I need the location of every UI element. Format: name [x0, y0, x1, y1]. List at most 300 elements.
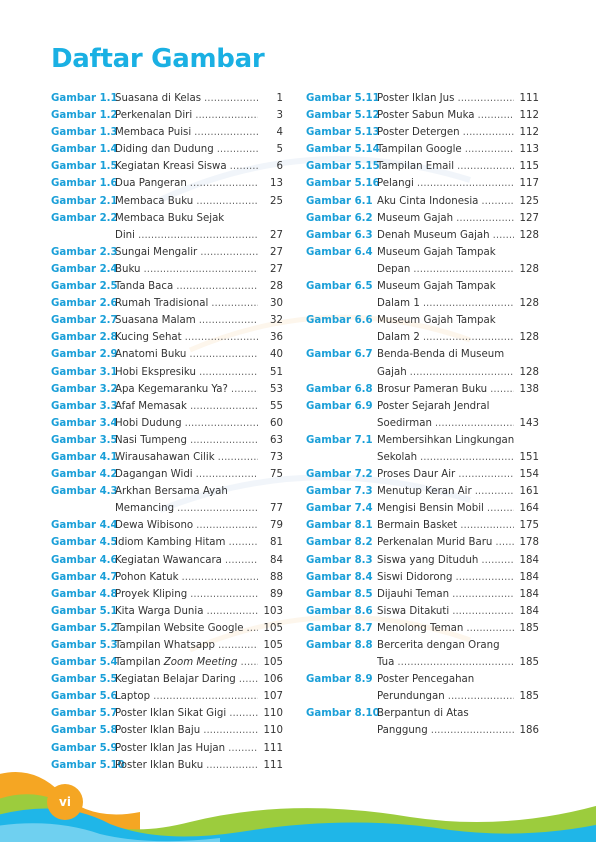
figure-label: Gambar 1.4 [51, 144, 118, 156]
figure-caption: Denah Museum Gajah [377, 229, 490, 241]
figure-entry [51, 586, 283, 603]
figure-caption: Poster Iklan Sikat Gigi [115, 708, 227, 720]
dot-leader [206, 603, 258, 620]
page-ref: 25 [270, 195, 283, 207]
figure-caption: Tampilan Website Google [115, 622, 244, 634]
dot-leader [457, 90, 514, 107]
figure-caption: Perkenalan Diri [115, 110, 193, 122]
figure-label: Gambar 5.5 [51, 674, 118, 686]
figure-entry [51, 483, 283, 517]
page-ref: 3 [276, 110, 283, 122]
figure-entry [51, 210, 283, 244]
figure-label: Gambar 7.2 [306, 469, 373, 481]
figure-entry [306, 620, 539, 637]
figure-label: Gambar 2.9 [51, 349, 118, 361]
page-ref: 112 [519, 110, 539, 122]
dot-leader [465, 141, 514, 158]
figure-caption: Siswi Didorong [377, 571, 453, 583]
page-ref: 63 [270, 434, 283, 446]
figure-entry [51, 312, 283, 329]
figure-caption: Tampilan Google [377, 144, 462, 156]
figure-label: Gambar 8.4 [306, 571, 373, 583]
dot-leader [481, 552, 514, 569]
figure-entry [306, 381, 539, 398]
page-ref: 151 [519, 451, 539, 463]
page-ref: 184 [519, 554, 539, 566]
page-ref: 112 [519, 127, 539, 139]
figure-entry [51, 295, 283, 312]
page-ref: 79 [270, 520, 283, 532]
bottom-wave-decoration [0, 722, 596, 842]
page-ref: 6 [276, 161, 283, 173]
figure-caption: Arkhan Bersama Ayah [115, 486, 228, 498]
dot-leader [144, 261, 259, 278]
figure-label: Gambar 6.6 [306, 315, 373, 327]
figure-label: Gambar 5.13 [306, 127, 380, 139]
figure-caption: Suasana Malam [115, 315, 196, 327]
figure-entry [306, 603, 539, 620]
figure-caption: Tampilan Email [377, 161, 455, 173]
page-ref: 60 [270, 417, 283, 429]
dot-leader [190, 398, 258, 415]
figure-entry [306, 552, 539, 569]
dot-leader [457, 158, 514, 175]
dot-leader [196, 517, 258, 534]
figure-label: Gambar 8.3 [306, 554, 373, 566]
figure-caption: Poster Detergen [377, 127, 460, 139]
figure-label: Gambar 2.8 [51, 332, 118, 344]
figure-caption: Memancing [115, 503, 175, 515]
page-ref: 127 [519, 212, 539, 224]
figure-entry [51, 603, 283, 620]
figure-label: Gambar 4.3 [51, 486, 118, 498]
figure-caption: Buku [115, 263, 141, 275]
figure-entry [51, 158, 283, 175]
page-ref: 128 [519, 263, 539, 275]
figure-entry [51, 552, 283, 569]
figure-label: Gambar 5.9 [51, 742, 118, 754]
dot-leader [466, 620, 514, 637]
page-ref: 185 [519, 691, 539, 703]
dot-leader [495, 534, 514, 551]
figure-label: Gambar 6.2 [306, 212, 373, 224]
page-ref: 27 [270, 229, 283, 241]
figure-caption: Poster Iklan Jas Hujan [115, 742, 226, 754]
dot-leader [217, 141, 258, 158]
dot-leader [487, 500, 514, 517]
figure-entry [51, 278, 283, 295]
page-ref: 154 [519, 469, 539, 481]
figure-caption: Kegiatan Wawancara [115, 554, 222, 566]
page-ref: 128 [519, 366, 539, 378]
page-ref: 186 [519, 725, 539, 737]
dot-leader [190, 175, 258, 192]
figure-label: Gambar 5.1 [51, 605, 118, 617]
figure-entry [306, 586, 539, 603]
dot-leader [463, 124, 514, 141]
page-ref: 5 [276, 144, 283, 156]
figure-label: Gambar 8.1 [306, 520, 373, 532]
figure-entry [51, 175, 283, 192]
figure-caption: Hobi Ekspresiku [115, 366, 196, 378]
figure-caption: Tampilan Zoom Meeting [115, 657, 238, 669]
figure-entry [306, 432, 539, 466]
figure-caption: Benda-Benda di Museum [377, 349, 505, 361]
figure-list-right [306, 90, 539, 740]
figure-label: Gambar 5.10 [51, 759, 125, 771]
page-ref: 113 [519, 144, 539, 156]
page-ref: 110 [263, 725, 283, 737]
figure-label: Gambar 4.5 [51, 537, 118, 549]
figure-label: Gambar 4.1 [51, 451, 118, 463]
figure-label: Gambar 1.5 [51, 161, 118, 173]
dot-leader [413, 261, 514, 278]
figure-caption: Dagangan Widi [115, 469, 193, 481]
page-ref: 77 [270, 503, 283, 515]
figure-entry [51, 329, 283, 346]
page-ref: 164 [519, 503, 539, 515]
figure-entry [51, 124, 283, 141]
dot-leader [481, 193, 514, 210]
figure-entry [306, 466, 539, 483]
dot-leader [475, 483, 514, 500]
figure-label: Gambar 2.6 [51, 298, 118, 310]
figure-label: Gambar 6.7 [306, 349, 373, 361]
figure-caption: Membersihkan Lingkungan [377, 434, 515, 446]
page-ref: 111 [263, 759, 283, 771]
page-ref: 185 [519, 622, 539, 634]
figure-caption: Nasi Tumpeng [115, 434, 187, 446]
figure-entry [306, 141, 539, 158]
figure-caption: Suasana di Kelas [115, 93, 202, 104]
figure-caption: Poster Sejarah Jendral [377, 400, 490, 412]
figure-entry [51, 398, 283, 415]
page-ref: 81 [270, 537, 283, 549]
figure-label: Gambar 8.7 [306, 622, 373, 634]
figure-label: Gambar 3.4 [51, 417, 118, 429]
figure-entry [51, 141, 283, 158]
page-ref: 117 [519, 178, 539, 190]
dot-leader [456, 210, 514, 227]
page-ref: 110 [263, 708, 283, 720]
figure-label: Gambar 3.1 [51, 366, 118, 378]
figure-label: Gambar 6.4 [306, 246, 373, 258]
figure-entry [306, 500, 539, 517]
figure-caption: Museum Gajah Tampak [377, 246, 496, 258]
figure-label: Gambar 5.16 [306, 178, 380, 190]
page-ref: 32 [270, 315, 283, 327]
figure-label: Gambar 1.2 [51, 110, 118, 122]
figure-entry [306, 534, 539, 551]
figure-caption: Dini [115, 229, 135, 241]
figure-caption: Proyek Kliping [115, 588, 188, 600]
dot-leader [456, 569, 514, 586]
dot-leader [218, 637, 258, 654]
figure-caption: Siswa yang Dituduh [377, 554, 479, 566]
page-ref: 84 [270, 554, 283, 566]
dot-leader [228, 534, 258, 551]
figure-entry [306, 244, 539, 278]
page-ref: 184 [519, 605, 539, 617]
figure-caption: Rumah Tradisional [115, 298, 209, 310]
figure-caption: Tampilan Whatsapp [115, 640, 216, 651]
page-ref: 107 [263, 691, 283, 703]
page-ref: 51 [270, 366, 283, 378]
page-ref: 55 [270, 400, 283, 412]
figure-label: Gambar 2.1 [51, 195, 118, 207]
dot-leader [490, 381, 514, 398]
figure-entry [51, 261, 283, 278]
figure-caption: Museum Gajah Tampak [377, 315, 496, 327]
figure-caption: Diding dan Dudung [115, 144, 214, 156]
dot-leader [239, 671, 258, 688]
dot-leader [204, 90, 258, 107]
figure-label: Gambar 3.5 [51, 434, 118, 446]
figure-caption: Kucing Sehat [115, 332, 182, 344]
figure-caption: Wirausahawan Cilik [115, 451, 215, 463]
figure-label: Gambar 5.12 [306, 110, 380, 122]
figure-label: Gambar 5.15 [306, 161, 380, 173]
figure-entry [51, 193, 283, 210]
figure-caption: Soedirman [377, 417, 432, 429]
dot-leader [460, 517, 514, 534]
figure-caption: Dalam 2 [377, 332, 420, 344]
figure-label: Gambar 1.6 [51, 178, 118, 190]
page-ref: 105 [263, 657, 283, 669]
figure-caption: Poster Iklan Baju [115, 725, 201, 737]
figure-entry [51, 432, 283, 449]
dot-leader [200, 244, 258, 261]
figure-caption: Bercerita dengan Orang [377, 640, 500, 651]
figure-label: Gambar 1.1 [51, 93, 118, 104]
dot-leader [189, 346, 258, 363]
figure-label: Gambar 5.6 [51, 691, 118, 703]
page-ref: 178 [519, 537, 539, 549]
page-ref: 53 [270, 383, 283, 395]
dot-leader [229, 705, 258, 722]
figure-caption: Kegiatan Belajar Daring [115, 674, 236, 686]
figure-label: Gambar 4.4 [51, 520, 118, 532]
dot-leader [397, 654, 514, 671]
figure-label: Gambar 3.2 [51, 383, 118, 395]
figure-label: Gambar 5.4 [51, 657, 118, 669]
figure-caption: Perkenalan Murid Baru [377, 537, 493, 549]
figure-label: Gambar 6.9 [306, 400, 373, 412]
dot-leader [231, 381, 258, 398]
figure-label: Gambar 7.3 [306, 486, 373, 498]
dot-leader [153, 688, 258, 705]
dot-leader [435, 415, 514, 432]
page-ref: 115 [519, 161, 539, 173]
figure-caption: Membaca Buku [115, 195, 194, 207]
figure-entry [51, 466, 283, 483]
figure-label: Gambar 2.2 [51, 212, 118, 224]
figure-caption: Proses Daur Air [377, 469, 456, 481]
page-ref: 28 [270, 281, 283, 293]
page-ref: 111 [519, 93, 539, 104]
figure-list-left [51, 90, 283, 774]
page-ref: 40 [270, 349, 283, 361]
dot-leader [182, 569, 259, 586]
dot-leader [452, 603, 514, 620]
figure-label: Gambar 4.6 [51, 554, 118, 566]
page-ref: 128 [519, 332, 539, 344]
figure-label: Gambar 5.3 [51, 640, 118, 651]
figure-caption: Anatomi Buku [115, 349, 187, 361]
figure-label: Gambar 2.4 [51, 263, 118, 275]
figure-entry [51, 364, 283, 381]
figure-label: Gambar 1.3 [51, 127, 118, 139]
figure-entry [51, 244, 283, 261]
figure-entry [51, 90, 283, 107]
figure-label: Gambar 6.1 [306, 195, 373, 207]
figure-label: Gambar 2.7 [51, 315, 118, 327]
page-ref: 184 [519, 588, 539, 600]
dot-leader [420, 449, 514, 466]
figure-caption: Siswa Ditakuti [377, 605, 450, 617]
figure-entry [51, 381, 283, 398]
figure-caption: Poster Iklan Jus [377, 93, 455, 104]
figure-caption: Poster Pencegahan [377, 674, 475, 686]
figure-caption: Tua [377, 657, 395, 669]
figure-entry [51, 705, 283, 722]
figure-entry [51, 637, 283, 654]
figure-caption: Mengisi Bensin Mobil [377, 503, 484, 515]
page-ref: 30 [270, 298, 283, 310]
figure-caption: Dewa Wibisono [115, 520, 194, 532]
dot-leader [194, 124, 258, 141]
figure-caption: Tanda Baca [115, 281, 174, 293]
dot-leader [199, 312, 258, 329]
page-ref: 185 [519, 657, 539, 669]
figure-caption: Poster Iklan Buku [115, 759, 204, 771]
figure-entry [306, 227, 539, 244]
dot-leader [185, 415, 258, 432]
dot-leader [423, 295, 514, 312]
figure-caption: Dua Pangeran [115, 178, 187, 190]
figure-label: Gambar 5.8 [51, 725, 118, 737]
page-ref: 89 [270, 588, 283, 600]
page-ref: 4 [276, 127, 283, 139]
page-title: Daftar Gambar [51, 44, 265, 74]
figure-caption: Berpantun di Atas [377, 708, 469, 720]
figure-caption: Bermain Basket [377, 520, 458, 532]
dot-leader [211, 295, 258, 312]
dot-leader [177, 500, 258, 517]
figure-entry [306, 158, 539, 175]
dot-leader [190, 432, 258, 449]
dot-leader [452, 586, 514, 603]
figure-label: Gambar 4.8 [51, 588, 118, 600]
page-ref: 175 [519, 520, 539, 532]
figure-entry [51, 654, 283, 671]
dot-leader [410, 364, 514, 381]
figure-label: Gambar 8.5 [306, 588, 373, 600]
page-ref: 161 [519, 486, 539, 498]
figure-entry [51, 671, 283, 688]
figure-entry [306, 483, 539, 500]
page-ref: 75 [270, 469, 283, 481]
figure-label: Gambar 2.5 [51, 281, 118, 293]
figure-caption: Afaf Memasak [115, 400, 187, 412]
figure-label: Gambar 8.10 [306, 708, 380, 720]
figure-entry [51, 415, 283, 432]
figure-entry [306, 569, 539, 586]
figure-label: Gambar 7.1 [306, 434, 373, 446]
figure-entry [306, 398, 539, 432]
page-ref: 27 [270, 246, 283, 258]
figure-label: Gambar 8.2 [306, 537, 373, 549]
figure-caption: Panggung [377, 725, 428, 737]
figure-entry [306, 278, 539, 312]
figure-caption: Membaca Buku Sejak [115, 212, 225, 224]
figure-caption: Pelangi [377, 178, 414, 190]
figure-entry [306, 107, 539, 124]
dot-leader [478, 107, 514, 124]
dot-leader [138, 227, 258, 244]
dot-leader [417, 175, 514, 192]
page-ref: 105 [263, 640, 283, 651]
figure-caption: Aku Cinta Indonesia [377, 195, 479, 207]
figure-label: Gambar 3.3 [51, 400, 118, 412]
figure-caption: Hobi Dudung [115, 417, 182, 429]
figure-entry [306, 517, 539, 534]
dot-leader [196, 466, 258, 483]
page-ref: 111 [263, 742, 283, 754]
figure-caption: Pohon Katuk [115, 571, 179, 583]
dot-leader [190, 586, 258, 603]
figure-caption: Sekolah [377, 451, 418, 463]
figure-label: Gambar 6.8 [306, 383, 373, 395]
dot-leader [185, 329, 258, 346]
figure-entry [306, 210, 539, 227]
figure-caption: Brosur Pameran Buku [377, 383, 488, 395]
figure-entry [306, 193, 539, 210]
figure-caption: Apa Kegemaranku Ya? [115, 383, 228, 395]
dot-leader [195, 107, 258, 124]
figure-entry [306, 90, 539, 107]
figure-caption: Gajah [377, 366, 407, 378]
figure-caption: Museum Gajah Tampak [377, 281, 496, 293]
figure-entry [51, 107, 283, 124]
figure-label: Gambar 5.14 [306, 144, 380, 156]
figure-label: Gambar 6.3 [306, 229, 373, 241]
figure-label: Gambar 4.2 [51, 469, 118, 481]
figure-caption: Menutup Keran Air [377, 486, 472, 498]
figure-entry [306, 346, 539, 380]
dot-leader [458, 466, 514, 483]
dot-leader [218, 449, 258, 466]
figure-entry [306, 312, 539, 346]
figure-label: Gambar 6.5 [306, 281, 373, 293]
page-ref: 1 [276, 93, 283, 104]
page-ref: 184 [519, 571, 539, 583]
figure-label: Gambar 8.9 [306, 674, 373, 686]
page-number-badge: vi [47, 784, 83, 820]
figure-label: Gambar 4.7 [51, 571, 118, 583]
figure-entry [51, 569, 283, 586]
page-ref: 103 [263, 605, 283, 617]
figure-entry [51, 620, 283, 637]
page-ref: 143 [519, 417, 539, 429]
figure-caption: Idiom Kambing Hitam [115, 537, 226, 549]
figure-caption: Kegiatan Kreasi Siswa [115, 161, 227, 173]
figure-label: Gambar 5.11 [306, 93, 380, 104]
figure-label: Gambar 5.2 [51, 622, 118, 634]
page-ref: 36 [270, 332, 283, 344]
page-ref: 106 [263, 674, 283, 686]
page-ref: 138 [519, 383, 539, 395]
